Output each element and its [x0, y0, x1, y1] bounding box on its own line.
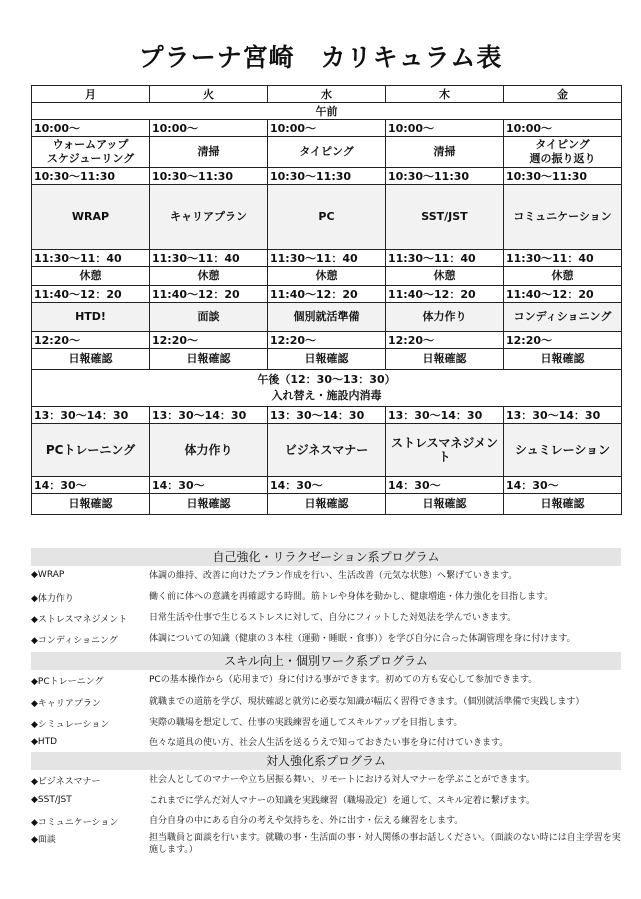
program-label: ◆SST/JST	[31, 795, 72, 805]
activity-cell: タイピング 週の振り返り	[504, 137, 622, 168]
program-description: 担当職員と面談を行います。就職の事・生活面の事・対人関係の事お話しください。（面談のない時には自主学習を実施します。）	[149, 833, 621, 855]
time-cell: 10:30～11:30	[268, 168, 386, 185]
time-cell: 13：30～14：30	[268, 407, 386, 424]
activity-cell: 個別就活準備	[268, 303, 386, 332]
time-cell: 12:20～	[386, 332, 504, 349]
time-cell: 11:40～12：20	[386, 286, 504, 303]
section-heading: 自己強化・リラクゼーション系プログラム	[31, 548, 621, 566]
activity-cell: 日報確認	[150, 494, 268, 515]
day-header: 金	[504, 86, 622, 103]
time-cell: 11:30～11：40	[150, 250, 268, 267]
day-header: 火	[150, 86, 268, 103]
time-cell: 10:00～	[504, 120, 622, 137]
time-cell: 13：30～14：30	[504, 407, 622, 424]
program-label: ◆WRAP	[31, 570, 65, 580]
activity-cell: 体力作り	[150, 424, 268, 477]
time-cell: 11:30～11：40	[32, 250, 150, 267]
time-cell: 11:40～12：20	[150, 286, 268, 303]
program-description: 働く前に体への意識を再確認する時間。筋トレや身体を動かし、健康増進・体力強化を目指します。	[149, 592, 554, 602]
activity-cell: キャリアプラン	[150, 185, 268, 250]
activity-cell: シュミレーション	[504, 424, 622, 477]
activity-cell: 日報確認	[268, 349, 386, 370]
time-cell: 10:30～11:30	[504, 168, 622, 185]
activity-cell: 休憩	[504, 267, 622, 286]
activity-cell: 休憩	[32, 267, 150, 286]
program-description: 自分自身の中にある自分の考えや気持ちを、外に出す・伝える練習をします。	[149, 816, 464, 826]
activity-cell: 面談	[150, 303, 268, 332]
activity-cell: タイピング	[268, 137, 386, 168]
time-cell: 14：30～	[150, 477, 268, 494]
activity-cell: コミュニケーション	[504, 185, 622, 250]
activity-cell: HTD!	[32, 303, 150, 332]
time-cell: 14：30～	[268, 477, 386, 494]
time-cell: 10:30～11:30	[386, 168, 504, 185]
activity-cell: SST/JST	[386, 185, 504, 250]
time-cell: 12:20～	[150, 332, 268, 349]
activity-cell: 日報確認	[32, 349, 150, 370]
time-cell: 10:00～	[268, 120, 386, 137]
section-heading: スキル向上・個別ワーク系プログラム	[31, 652, 621, 670]
time-cell: 10:00～	[386, 120, 504, 137]
program-label: ◆シミュレーション	[31, 720, 110, 730]
time-cell: 10:00～	[32, 120, 150, 137]
afternoon-header	[32, 370, 622, 407]
activity-cell: 清掃	[386, 137, 504, 168]
time-cell: 12:20～	[32, 332, 150, 349]
activity-cell: 体力作り	[386, 303, 504, 332]
time-cell: 10:00～	[150, 120, 268, 137]
activity-cell: 日報確認	[32, 494, 150, 515]
program-label: ◆PCトレーニング	[31, 677, 104, 687]
program-label: ◆キャリアプラン	[31, 699, 101, 709]
activity-cell: ストレスマネジメント	[386, 424, 504, 477]
day-header: 水	[268, 86, 386, 103]
activity-cell: PC	[268, 185, 386, 250]
section-heading: 対人強化系プログラム	[31, 752, 621, 770]
program-label: ◆ビジネスマナー	[31, 777, 101, 787]
time-cell: 11:40～12：20	[268, 286, 386, 303]
time-cell: 14：30～	[504, 477, 622, 494]
activity-cell: 休憩	[268, 267, 386, 286]
am-header: 午前	[32, 103, 622, 120]
time-cell: 11:30～11：40	[386, 250, 504, 267]
time-cell: 13：30～14：30	[386, 407, 504, 424]
time-cell: 11:40～12：20	[504, 286, 622, 303]
activity-cell: 日報確認	[386, 349, 504, 370]
activity-cell: PCトレーニング	[32, 424, 150, 477]
program-label: ◆HTD	[31, 737, 58, 747]
program-label: ◆ストレスマネジメント	[31, 615, 128, 625]
time-cell: 14：30～	[386, 477, 504, 494]
time-cell: 13：30～14：30	[150, 407, 268, 424]
program-description: 就職までの道筋を学び、現状確認と就労に必要な知識が幅広く習得できます。（個別就活準備で実践します）	[149, 697, 585, 707]
afternoon-time: 午後（12：30～13：30）	[257, 373, 396, 386]
time-cell: 10:30～11:30	[32, 168, 150, 185]
time-cell: 11:40～12：20	[32, 286, 150, 303]
day-header: 月	[32, 86, 150, 103]
program-label: ◆体力作り	[31, 594, 74, 604]
program-description: 体調の維持、改善に向けたプラン作成を行い、生活改善（元気な状態）へ繋げていきます。	[149, 571, 518, 581]
program-description: PCの基本操作から（応用まで）身に付ける事ができます。初めての方も安心して参加できます。	[149, 675, 538, 685]
time-cell: 11:30～11：40	[504, 250, 622, 267]
program-label: ◆コミュニケーション	[31, 818, 119, 828]
activity-cell: 休憩	[150, 267, 268, 286]
activity-cell: ビジネスマナー	[268, 424, 386, 477]
activity-cell: 日報確認	[268, 494, 386, 515]
activity-cell: 日報確認	[386, 494, 504, 515]
program-description: 社会人としてのマナーや立ち居振る舞い、リモートにおける対人マナーを学ぶことができます。	[149, 775, 535, 785]
activity-cell: 清掃	[150, 137, 268, 168]
time-cell: 13：30～14：30	[32, 407, 150, 424]
program-description: 日常生活や仕事で生じるストレスに対して、自分にフィットした対処法を学んでいきます。	[149, 613, 517, 623]
program-description: 色々な道具の使い方、社会人生活を送るうえで知っておきたい事を身に付けていきます。	[149, 738, 509, 748]
time-cell: 10:30～11:30	[150, 168, 268, 185]
program-description: 体調についての知識（健康の３本柱（運動・睡眠・食事））を学び自分に合った体調管理を身に付けます。	[149, 634, 576, 644]
time-cell: 12:20～	[268, 332, 386, 349]
activity-cell: WRAP	[32, 185, 150, 250]
activity-cell: 休憩	[386, 267, 504, 286]
program-description: 実際の職場を想定して、仕事の実践練習を通してスキルアップを目指します。	[149, 718, 463, 728]
activity-cell: 日報確認	[504, 349, 622, 370]
page-title: プラーナ宮崎 カリキュラム表	[138, 43, 503, 72]
time-cell: 12:20～	[504, 332, 622, 349]
program-description: これまでに学んだ対人マナーの知識を実践練習（職場設定）を通して、スキル定着に繋げます。	[149, 796, 536, 806]
activity-cell: 日報確認	[504, 494, 622, 515]
program-label: ◆コンディショニング	[31, 636, 118, 646]
afternoon-note: 入れ替え・施設内消毒	[271, 389, 382, 402]
curriculum-table	[31, 85, 622, 515]
activity-cell: ウォームアップ スケジューリング	[32, 137, 150, 168]
time-cell: 11:30～11：40	[268, 250, 386, 267]
program-label: ◆面談	[31, 835, 56, 845]
day-header: 木	[386, 86, 504, 103]
activity-cell: コンディショニング	[504, 303, 622, 332]
time-cell: 14：30～	[32, 477, 150, 494]
activity-cell: 日報確認	[150, 349, 268, 370]
